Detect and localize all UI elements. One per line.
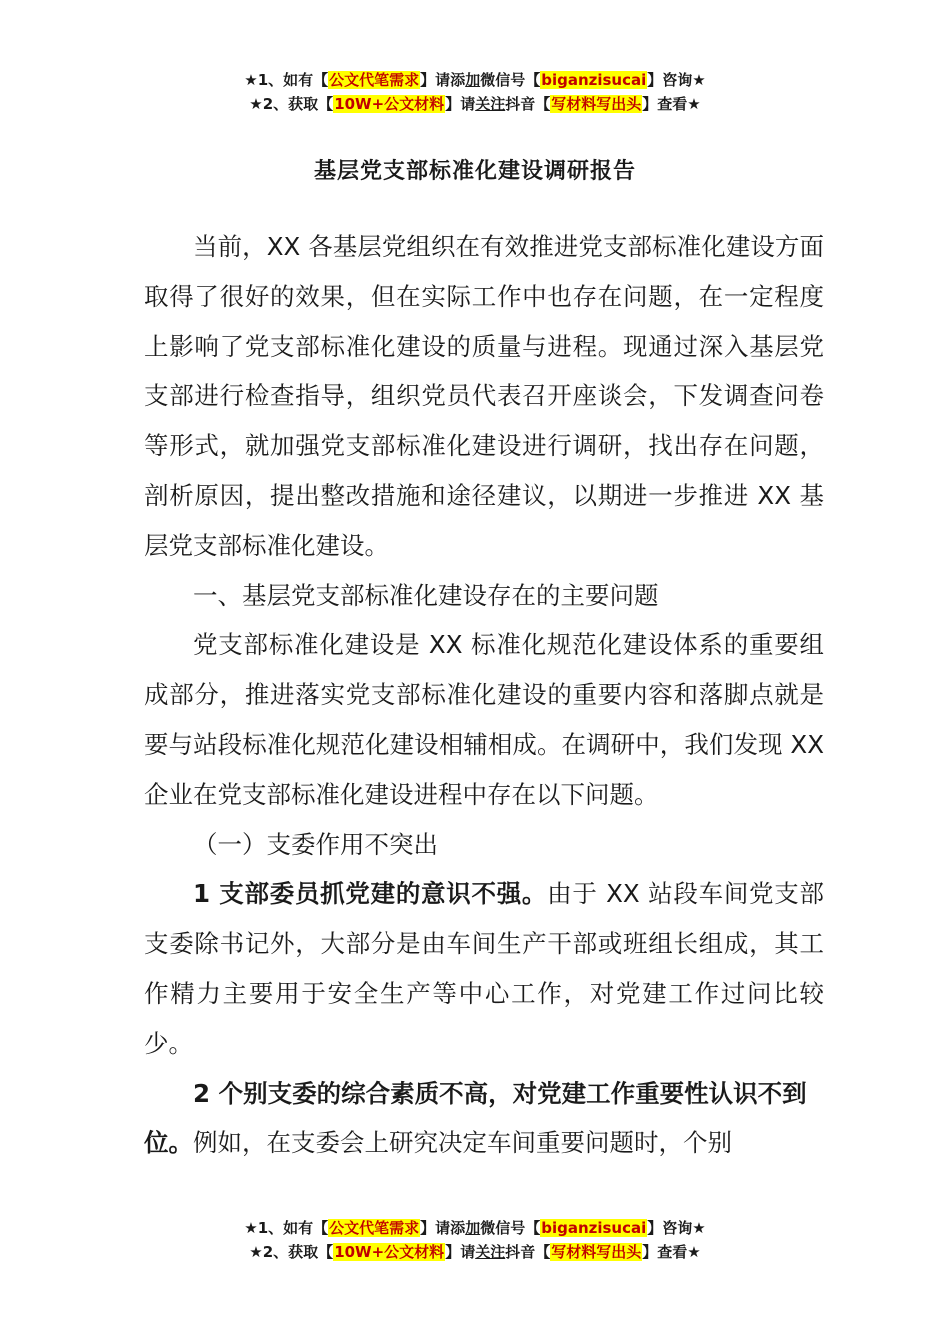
banner-highlight: biganzisucai	[541, 71, 647, 89]
banner-highlight: biganzisucai	[541, 1219, 647, 1237]
banner-underline: 加	[465, 1219, 481, 1237]
banner-line-2	[0, 92, 950, 116]
banner-text: 】查看★	[642, 1243, 701, 1261]
document-title: 基层党支部标准化建设调研报告	[313, 159, 636, 184]
banner-line-1	[0, 1216, 950, 1240]
banner-text: 】请添	[420, 1219, 466, 1237]
paragraph-point-1	[144, 869, 824, 1068]
banner-text: 抖音【	[505, 95, 551, 113]
paragraph-overview: 党支部标准化建设是 XX 标准化规范化建设体系的重要组成部分，推进落实党支部标准化建设的重要内容和落脚点就是要与站段标准化规范化建设相辅相成。在调研中，我们发现 XX 企业在党支部标准化建设进程中存在以下问题。	[144, 630, 824, 809]
banner-text: ★1、如有【	[244, 1219, 329, 1237]
point-2-text: 例如，在支委会上研究决定车间重要问题时，个别	[193, 1128, 732, 1158]
point-1-text: 由于 XX 站段车间党支部支委除书记外，大部分是由车间生产干部或班组长组成，其工作精力主要用于安全生产等中心工作，对党建工作过问比较少。	[144, 879, 824, 1058]
banner-line-2	[0, 1240, 950, 1264]
banner-underline: 关注	[475, 95, 506, 113]
paragraph-intro: 当前，XX 各基层党组织在有效推进党支部标准化建设方面取得了很好的效果，但在实际工作中也存在问题，在一定程度上影响了党支部标准化建设的质量与进程。现通过深入基层党支部进行检查指导，组织党员代表召开座谈会，下发调查问卷等形式，就加强党支部标准化建设进行调研，找出存在问题，剖析原因，提出整改措施和途径建议，以期进一步推进 XX 基层党支部标准化建设。	[144, 232, 824, 560]
section-heading-1: 一、基层党支部标准化建设存在的主要问题	[193, 580, 659, 610]
banner-text: 】请	[445, 1243, 476, 1261]
subsection-heading-1: （一）支委作用不突出	[193, 829, 438, 859]
banner-text: ★2、获取【	[249, 95, 334, 113]
document-body	[144, 222, 824, 1168]
banner-highlight: 公文代笔需求	[329, 71, 420, 89]
banner-text: 】请添	[420, 71, 466, 89]
banner-underline: 加	[465, 71, 481, 89]
paragraph-point-2	[144, 1069, 824, 1169]
banner-text: ★1、如有【	[244, 71, 329, 89]
banner-text: 】咨询★	[647, 71, 706, 89]
banner-highlight: 10W+公文材料	[334, 95, 445, 113]
banner-text: 微信号【	[480, 1219, 541, 1237]
banner-text: 抖音【	[505, 1243, 551, 1261]
banner-highlight: 写材料写出头	[551, 1243, 642, 1261]
banner-text: ★2、获取【	[249, 1243, 334, 1261]
banner-highlight: 10W+公文材料	[334, 1243, 445, 1261]
banner-text: 】请	[445, 95, 476, 113]
banner-highlight: 写材料写出头	[551, 95, 642, 113]
banner-text: 微信号【	[480, 71, 541, 89]
banner-line-1	[0, 68, 950, 92]
banner-underline: 关注	[475, 1243, 506, 1261]
point-2-heading: 2 个别支委的综合素质不高，对党建工作重要性认识不到位。	[144, 1078, 807, 1158]
footer-banner	[0, 1216, 950, 1264]
point-1-heading: 1 支部委员抓党建的意识不强。	[193, 879, 548, 909]
banner-text: 】咨询★	[647, 1219, 706, 1237]
banner-highlight: 公文代笔需求	[329, 1219, 420, 1237]
header-banner	[0, 68, 950, 116]
banner-text: 】查看★	[642, 95, 701, 113]
